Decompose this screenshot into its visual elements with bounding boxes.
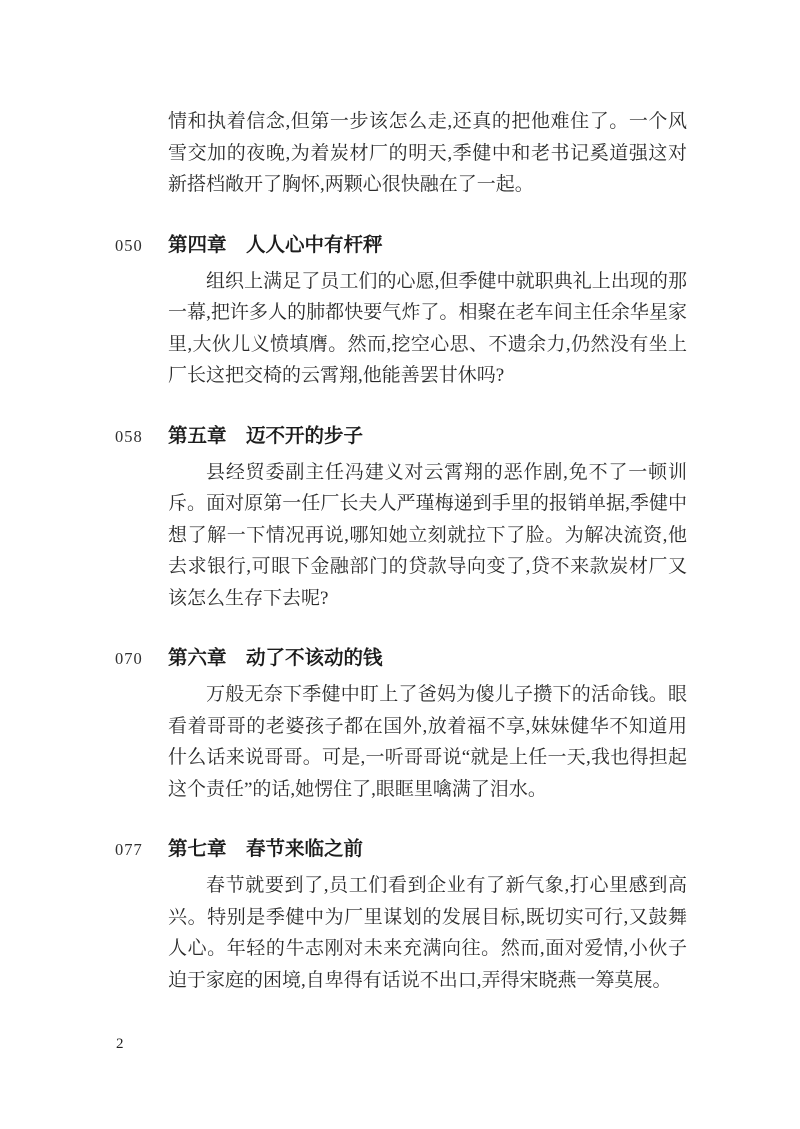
entry-chapter-title: 人人心中有杆秤: [246, 233, 383, 256]
entry-page-number: 077: [115, 840, 143, 859]
entry-chapter-title: 动了不该动的钱: [246, 647, 383, 669]
entry-title-row: [168, 232, 383, 258]
toc-entry: [115, 836, 687, 996]
entry-chapter-title: 春节来临之前: [246, 838, 364, 860]
entry-summary: 组织上满足了员工们的心愿,但季健中就职典礼上出现的那一幕,把许多人的肺都快要气炸了。相聚在老车间主任余华星家里,大伙儿义愤填膺。然而,挖空心思、不遗余力,仍然没有坐上厂长这把交椅的云霄翔,他能善罢甘休吗?: [168, 270, 687, 386]
toc-entry: [115, 645, 687, 805]
entry-chapter-title: 迈不开的步子: [246, 424, 364, 447]
toc-entry: [115, 232, 687, 392]
entry-summary: 万般无奈下季健中盯上了爸妈为傻儿子攒下的活命钱。眼看着哥哥的老婆孩子都在国外,放着福不享,妹妹健华不知道用什么话来说哥哥。可是,一听哥哥说“就是上任一天,我也得担起这个责任”的话,她愣住了,眼眶里噙满了泪水。: [168, 684, 687, 800]
toc-entry-heading: [115, 645, 687, 671]
entry-chapter-label: 第四章: [168, 233, 227, 256]
toc-entry-heading: [115, 232, 687, 258]
footer-page-number: 2: [116, 1036, 124, 1052]
entry-title-row: [168, 423, 363, 449]
toc-entry-heading: [115, 836, 687, 862]
intro-continuation-paragraph: 情和执着信念,但第一步该怎么走,还真的把他难住了。一个风雪交加的夜晚,为着炭材厂的明天,季健中和老书记奚道强这对新搭档敞开了胸怀,两颗心很快融在了一起。: [168, 111, 687, 195]
entry-summary: 县经贸委副主任冯建义对云霄翔的恶作剧,免不了一顿训斥。面对原第一任厂长夫人严瑾梅递到手里的报销单据,季健中想了解一下情况再说,哪知她立刻就拉下了脸。为解决流资,他去求银行,可眼下金融部门的贷款导向变了,贷不来款炭材厂又该怎么生存下去呢?: [168, 461, 687, 609]
entry-title-row: [168, 836, 363, 862]
entry-page-number: 070: [115, 649, 143, 668]
entry-chapter-label: 第五章: [168, 424, 227, 447]
toc-entry: [115, 423, 687, 615]
entry-title-row: [168, 645, 383, 671]
entry-chapter-label: 第六章: [168, 647, 227, 669]
entry-page-number: 050: [115, 235, 143, 255]
entry-summary: 春节就要到了,员工们看到企业有了新气象,打心里感到高兴。特别是季健中为厂里谋划的发展目标,既切实可行,又鼓舞人心。年轻的牛志刚对未来充满向往。然而,面对爱情,小伙子迫于家庭的困境,自卑得有话说不出口,弄得宋晓燕一筹莫展。: [168, 875, 687, 991]
toc-entry-heading: [115, 423, 687, 449]
entry-page-number: 058: [115, 426, 143, 446]
entry-chapter-label: 第七章: [168, 838, 227, 860]
toc-content: [115, 106, 687, 996]
